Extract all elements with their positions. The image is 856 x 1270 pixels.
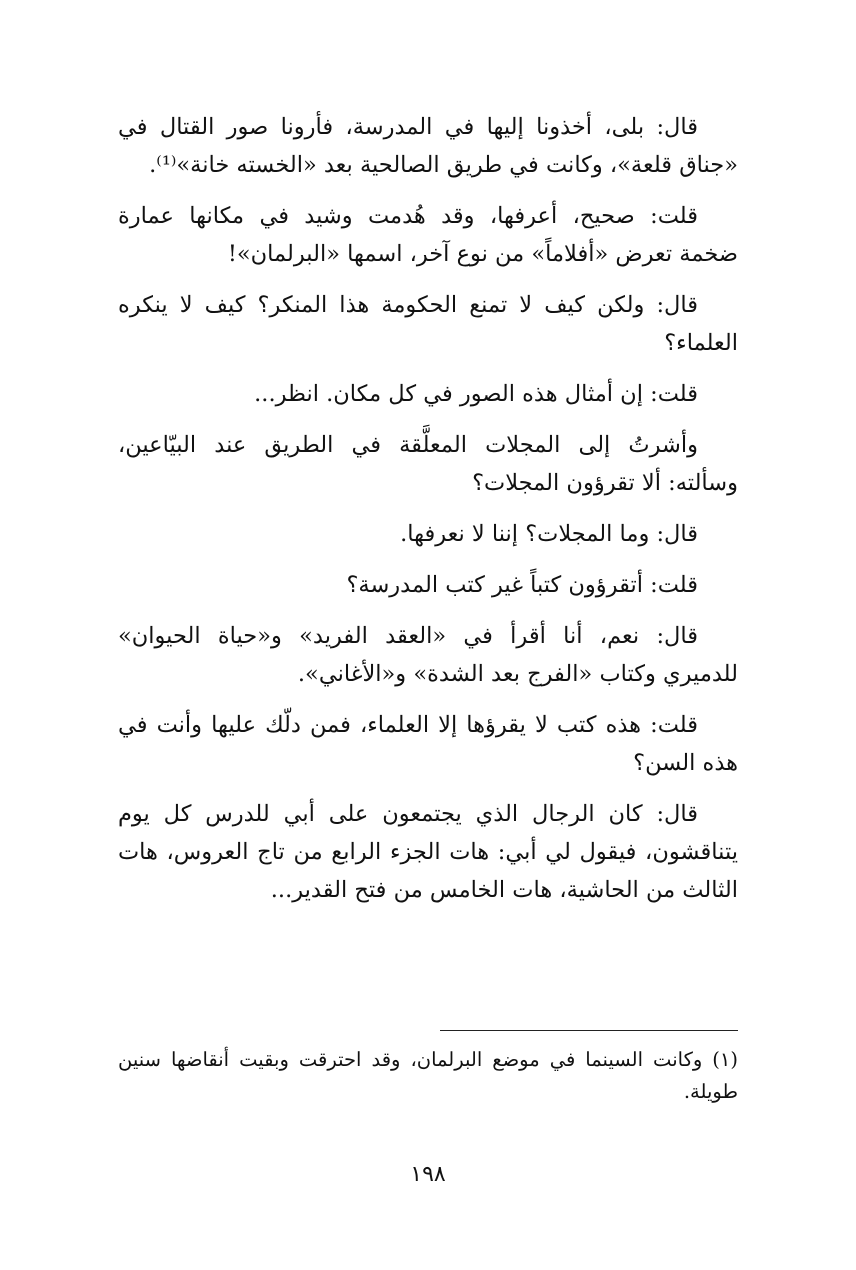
paragraph-3: قال: ولكن كيف لا تمنع الحكومة هذا المنكر؟ كيف لا ينكره العلماء؟ — [118, 292, 738, 356]
page-number: ١٩٨ — [410, 1162, 446, 1187]
paragraph-1: قال: بلى، أخذونا إليها في المدرسة، فأرونا صور القتال في «جناق قلعة»، وكانت في طريق الصالحية بعد «الخسته خانة»⁽¹⁾. — [118, 114, 738, 178]
footnote-separator — [440, 1030, 738, 1031]
paragraph-5: وأشرتُ إلى المجلات المعلَّقة في الطريق عند البيّاعين، وسألته: ألا تقرؤون المجلات؟ — [118, 432, 738, 496]
paragraph-8: قال: نعم، أنا أقرأ في «العقد الفريد» و«حياة الحيوان» للدميري وكتاب «الفرج بعد الشدة» و«الأغاني». — [118, 623, 738, 687]
paragraph-4: قلت: إن أمثال هذه الصور في كل مكان. انظر... — [254, 381, 698, 407]
footnote-text: (١) وكانت السينما في موضع البرلمان، وقد احترقت وبقيت أنقاضها سنين طويلة. — [118, 1048, 738, 1103]
paragraph-10: قال: كان الرجال الذي يجتمعون على أبي للدرس كل يوم يتناقشون، فيقول لي أبي: هات الجزء الرابع من تاج العروس، هات الثالث من الحاشية، هات الخامس من فتح القدير... — [118, 801, 738, 903]
main-text — [118, 108, 738, 922]
paragraph-9: قلت: هذه كتب لا يقرؤها إلا العلماء، فمن دلّك عليها وأنت في هذه السن؟ — [118, 712, 738, 776]
paragraph-2: قلت: صحيح، أعرفها، وقد هُدمت وشيد في مكانها عمارة ضخمة تعرض «أفلاماً» من نوع آخر، اسمها «البرلمان»! — [118, 203, 738, 267]
footnote — [118, 1044, 738, 1108]
paragraph-7: قلت: أتقرؤون كتباً غير كتب المدرسة؟ — [346, 572, 698, 598]
paragraph-6: قال: وما المجلات؟ إننا لا نعرفها. — [400, 521, 698, 547]
